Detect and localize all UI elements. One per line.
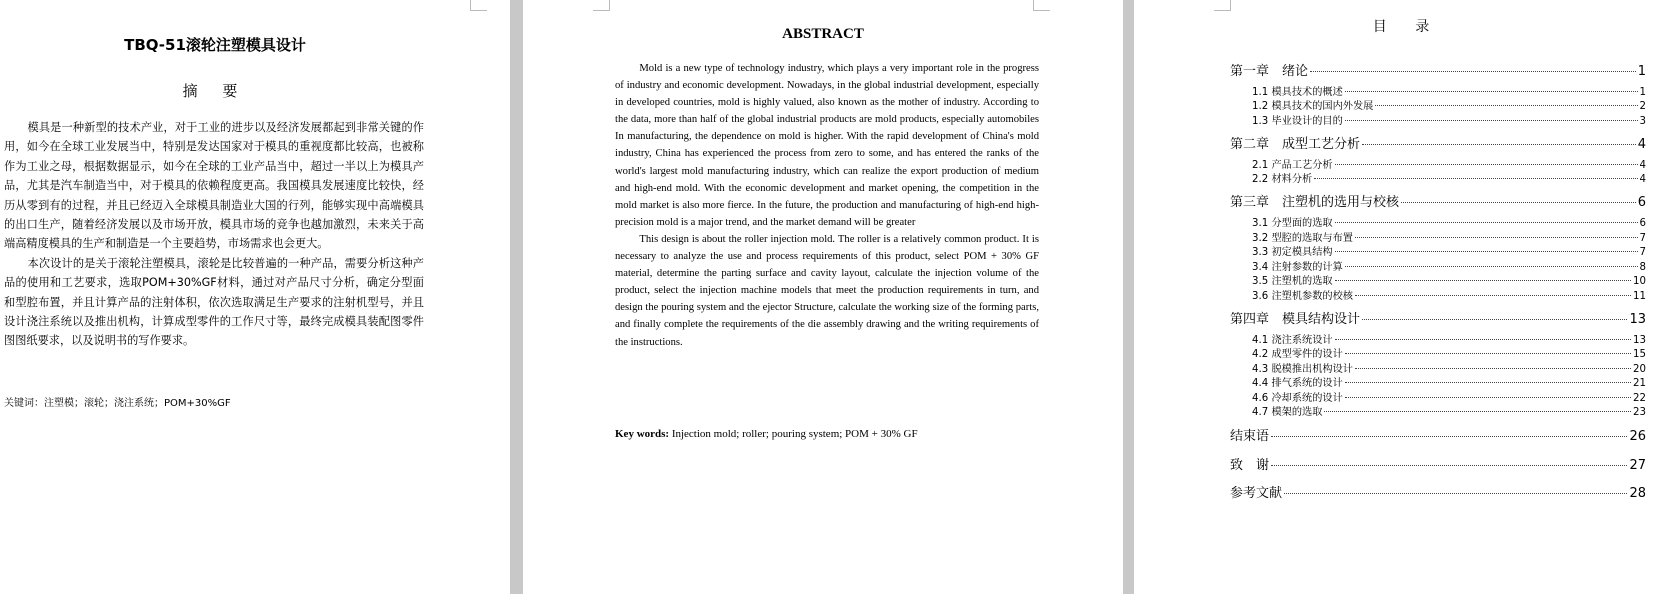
toc-section-entry[interactable] (1252, 374, 1646, 389)
toc-section-entry[interactable] (1252, 360, 1646, 375)
toc-section-entry[interactable] (1252, 389, 1646, 404)
toc-leader-dots (1375, 105, 1637, 106)
toc-leader-dots (1355, 368, 1631, 369)
toc-section-entry[interactable] (1252, 243, 1646, 258)
toc-page-number: 26 (1629, 429, 1646, 444)
toc-page-number: 11 (1633, 291, 1646, 302)
toc-page-number: 4 (1639, 174, 1646, 185)
toc-leader-dots (1345, 353, 1631, 354)
toc-entry-label: 4.4 排气系统的设计 (1252, 378, 1343, 389)
toc-entry-label: 结束语 (1230, 429, 1270, 444)
toc-section-entry[interactable] (1252, 97, 1646, 112)
toc-leader-dots (1335, 339, 1631, 340)
toc-entry-label: 3.5 注塑机的选取 (1252, 276, 1333, 287)
toc-page-number: 22 (1633, 393, 1646, 404)
toc-leader-dots (1345, 382, 1631, 383)
toc-leader-dots (1362, 144, 1636, 145)
toc-section-entry[interactable] (1252, 287, 1646, 302)
toc-leader-dots (1335, 251, 1638, 252)
toc-page-number: 4 (1639, 160, 1646, 171)
toc-entry-label: 第二章 成型工艺分析 (1230, 137, 1361, 152)
toc-section-entry[interactable] (1252, 272, 1646, 287)
toc-section-entry[interactable] (1252, 112, 1646, 127)
toc-section-entry[interactable] (1252, 345, 1646, 360)
english-abstract-page (523, 0, 1123, 594)
toc-page-number: 15 (1633, 349, 1646, 360)
toc-entry-label: 第三章 注塑机的选用与校核 (1230, 195, 1400, 210)
toc-entry-label: 3.4 注射参数的计算 (1252, 262, 1343, 273)
toc-leader-dots (1345, 397, 1631, 398)
toc-leader-dots (1335, 222, 1638, 223)
toc-section-entry[interactable] (1252, 229, 1646, 244)
toc-leader-dots (1345, 266, 1638, 267)
toc-section-entry[interactable] (1252, 83, 1646, 98)
toc-chapter-entry[interactable] (1230, 482, 1646, 501)
abstract-title: ABSTRACT (782, 26, 864, 42)
thesis-title: TBQ-51滚轮注塑模具设计 (124, 36, 306, 54)
toc-entry-label: 2.2 材料分析 (1252, 174, 1313, 185)
toc-list (1134, 0, 1680, 594)
toc-page-number: 4 (1637, 137, 1646, 152)
toc-section-entry[interactable] (1252, 214, 1646, 229)
toc-section-entry[interactable] (1252, 403, 1646, 418)
toc-entry-label: 1.3 毕业设计的目的 (1252, 116, 1343, 127)
toc-section-entry[interactable] (1252, 331, 1646, 346)
abstract-body (4, 118, 424, 351)
abstract-body (615, 60, 1039, 351)
toc-section-entry[interactable] (1252, 170, 1646, 185)
toc-leader-dots (1310, 71, 1636, 72)
toc-page-number: 20 (1633, 364, 1646, 375)
toc-page-number: 13 (1629, 312, 1646, 327)
toc-leader-dots (1271, 436, 1627, 437)
toc-chapter-entry[interactable] (1230, 454, 1646, 473)
toc-page-number: 10 (1633, 276, 1646, 287)
toc-page-number: 8 (1639, 262, 1646, 273)
toc-leader-dots (1335, 280, 1631, 281)
toc-chapter-entry[interactable] (1230, 308, 1646, 327)
toc-page-number: 6 (1639, 218, 1646, 229)
toc-entry-label: 第四章 模具结构设计 (1230, 312, 1361, 327)
toc-page-number: 27 (1629, 458, 1646, 473)
toc-entry-label: 参考文献 (1230, 486, 1283, 501)
toc-page-number: 21 (1633, 378, 1646, 389)
toc-entry-label: 1.2 模具技术的国内外发展 (1252, 101, 1374, 112)
toc-page-number: 28 (1629, 486, 1646, 501)
toc-leader-dots (1355, 237, 1638, 238)
page-corner-mark (593, 0, 610, 11)
toc-page-number: 7 (1639, 247, 1646, 258)
toc-leader-dots (1345, 120, 1638, 121)
toc-page-number: 2 (1639, 101, 1646, 112)
toc-leader-dots (1271, 465, 1627, 466)
toc-leader-dots (1345, 91, 1638, 92)
toc-entry-label: 4.2 成型零件的设计 (1252, 349, 1343, 360)
toc-entry-label: 4.3 脱模推出机构设计 (1252, 364, 1353, 375)
toc-entry-label: 3.2 型腔的选取与布置 (1252, 233, 1353, 244)
toc-entry-label: 致 谢 (1230, 458, 1270, 473)
abstract-heading: 摘 要 (182, 82, 248, 100)
toc-leader-dots (1355, 295, 1631, 296)
abstract-paragraph: 模具是一种新型的技术产业，对于工业的进步以及经济发展都起到非常关键的作用，如今在全球工业发展当中，特别是发达国家对于模具的重视度都比较高，也被称作为工业之母，根据数据显示，如今在全球的工业产品当中，超过一半以上为模具产品，尤其是汽车制造当中，对于模具的依赖程度更高。我国模具发展速度比较快，经历从零到有的过程，并且已经迈入全球模具制造业大国的行列，能够实现中高端模具的出口生产，随着经济发展以及市场开放，模具市场的竞争也越加激烈，未来关于高端高精度模具的生产和制造是一个主要趋势，市场需求也会更大。 (4, 121, 424, 251)
toc-entry-label: 4.7 模架的选取 (1252, 407, 1323, 418)
toc-page-number: 6 (1637, 195, 1646, 210)
toc-chapter-entry[interactable] (1230, 425, 1646, 444)
abstract-paragraph: Mold is a new type of technology industry, which plays a very important role in the progress of industry and economic development. Nowadays, in the global industrial development, especially in developed countries, mold is highly valued, also known as the mother of industry. According to the data, more than half of the global industrial products are mold products, especially automobiles In manufacturing, the dependence on mold is higher. With the rapid development of China's mold industry, China has experienced the process from zero to some, and has entered the ranks of the world's largest mold manufacturing industry, which can realize the export production of medium and high-end mold. With the economic development and market opening, the competition in the mold market is also more fierce. In the future, the production and manufacturing of high-end high-precision mold is a major trend, and the market demand will be greater (615, 63, 1039, 228)
toc-leader-dots (1335, 164, 1638, 165)
toc-entry-label: 3.6 注塑机参数的校核 (1252, 291, 1353, 302)
table-of-contents-page (1134, 0, 1680, 594)
toc-leader-dots (1314, 178, 1637, 179)
abstract-paragraph: This design is about the roller injection mold. The roller is a relatively common product. It is necessary to analyze the use and process requirements of this product, select POM + 30% GF material, determine the parting surface and cavity layout, calculate the injection volume of the product, select the injection machine models that meet the production requirements in turn, and design the pouring system and the ejector Structure, calculate the working size of the forming parts, and finally complete the requirements of the die assembly drawing and the writing requirements of the instructions. (615, 233, 1039, 348)
keywords: 关键词：注塑模；滚轮；浇注系统；POM+30%GF (4, 398, 231, 409)
toc-chapter-entry[interactable] (1230, 133, 1646, 152)
toc-section-entry[interactable] (1252, 156, 1646, 171)
toc-entry-label: 3.3 初定模具结构 (1252, 247, 1333, 258)
toc-page-number: 7 (1639, 233, 1646, 244)
abstract-paragraph: 本次设计的是关于滚轮注塑模具，滚轮是比较普遍的一种产品，需要分析这种产品的使用和工艺要求，选取POM+30%GF材料，通过对产品尺寸分析，确定分型面和型腔布置，并且计算产品的注射体积，依次选取满足生产要求的注射机型号，并且设计浇注系统以及推出机构，计算成型零件的工作尺寸等，最终完成模具装配图零件图图纸要求，以及说明书的写作要求。 (4, 256, 424, 348)
keywords (615, 428, 918, 440)
page-corner-mark (470, 0, 487, 11)
toc-chapter-entry[interactable] (1230, 60, 1646, 79)
toc-title: 目 录 (1372, 19, 1442, 35)
keywords-label: Key words: (615, 428, 670, 440)
toc-chapter-entry[interactable] (1230, 191, 1646, 210)
keywords-text: Injection mold; roller; pouring system; POM + 30% GF (669, 428, 918, 440)
toc-leader-dots (1401, 202, 1636, 203)
chinese-abstract-page (0, 0, 510, 594)
toc-entry-label: 2.1 产品工艺分析 (1252, 160, 1333, 171)
toc-page-number: 1 (1639, 87, 1646, 98)
toc-page-number: 1 (1637, 64, 1646, 79)
toc-entry-label: 第一章 绪论 (1230, 64, 1309, 79)
page-corner-mark (1033, 0, 1050, 11)
toc-entry-label: 4.1 浇注系统设计 (1252, 335, 1333, 346)
toc-section-entry[interactable] (1252, 258, 1646, 273)
toc-leader-dots (1324, 411, 1631, 412)
toc-page-number: 13 (1633, 335, 1646, 346)
toc-entry-label: 4.6 冷却系统的设计 (1252, 393, 1343, 404)
toc-entry-label: 3.1 分型面的选取 (1252, 218, 1333, 229)
toc-entry-label: 1.1 模具技术的概述 (1252, 87, 1343, 98)
toc-page-number: 3 (1639, 116, 1646, 127)
toc-leader-dots (1284, 493, 1627, 494)
toc-leader-dots (1362, 319, 1627, 320)
toc-page-number: 23 (1633, 407, 1646, 418)
